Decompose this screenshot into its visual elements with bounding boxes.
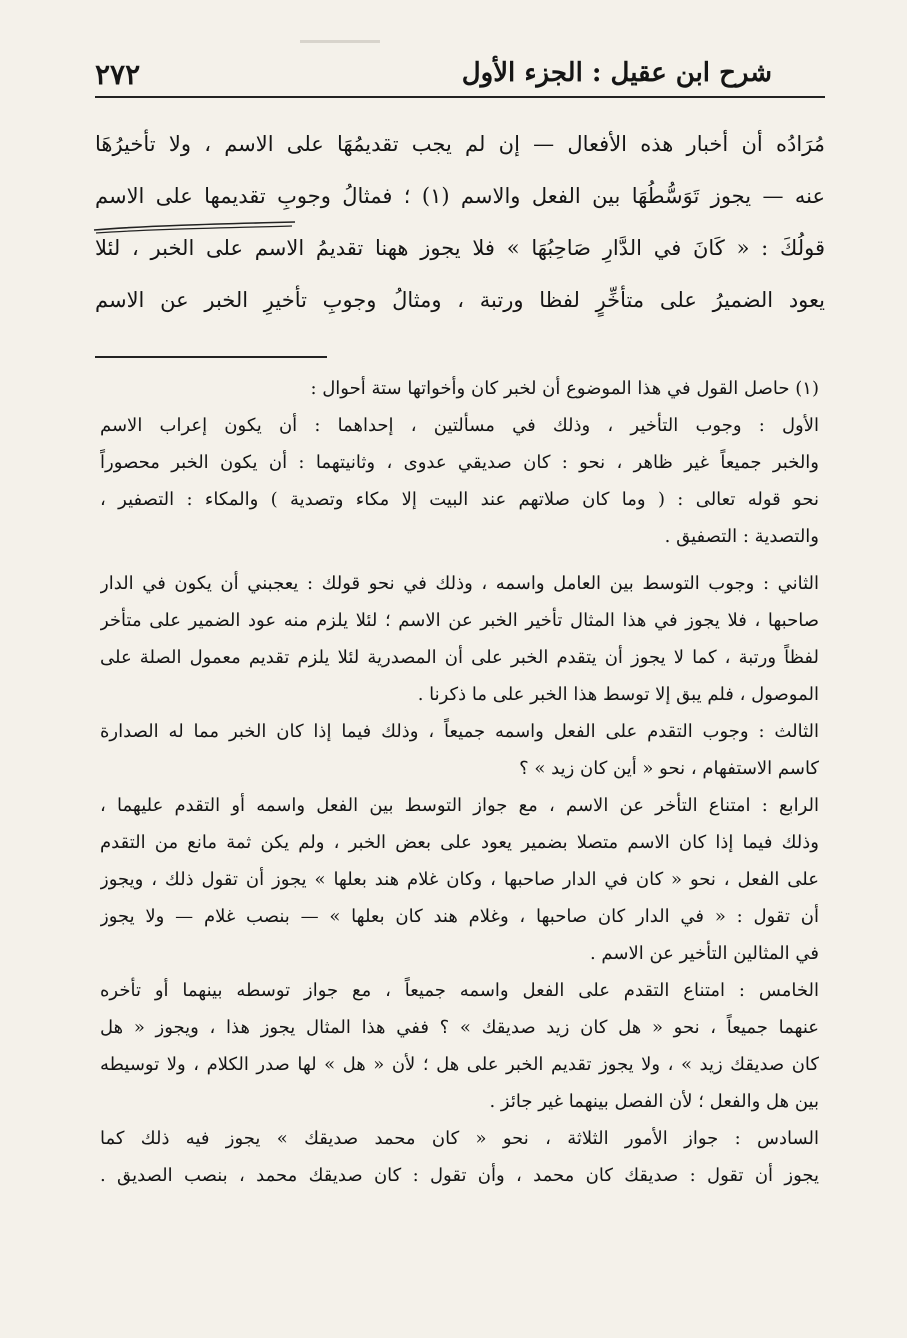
footnote-line: الأول : وجوب التأخير ، وذلك في مسألتين ، إحداهما : أن يكون إعراب الاسم (100, 415, 819, 436)
main-line: يعود الضميرُ على متأخِّرٍ لفظا ورتبة ، ومثالُ وجوبِ تأخيرِ الخبر عن الاسم (95, 288, 825, 312)
main-line: قولُكَ : « كَانَ في الدَّارِ صَاحِبُهَا » فلا يجوز ههنا تقديمُ الاسم على الخبر ، لئلا (95, 236, 825, 260)
page-header (95, 50, 822, 96)
footnote-line: الرابع : امتناع التأخر عن الاسم ، مع جواز التوسط بين الفعل واسمه أو التقدم عليهما ، (100, 795, 819, 816)
footnote-line: عنهما جميعاً ، نحو « هل كان زيد صديقك » ؟ ففي هذا المثال يجوز هذا ، ويجوز « هل (100, 1017, 819, 1038)
footnote-line: الخامس : امتناع التقدم على الفعل واسمه جميعاً ، مع جواز توسطه بينهما أو تأخره (100, 980, 819, 1001)
page-number: ٢٧٢ (95, 58, 141, 91)
footnote-line: لفظاً ورتبة ، كما لا يجوز أن يتقدم الخبر على أن المصدرية لئلا يلزم تقديم معمول الصلة على (100, 647, 819, 668)
main-line: عنه — يجوز تَوَسُّطُهَا بين الفعل والاسم (١) ؛ فمثالُ وجوبِ تقديمها على الاسم (95, 184, 825, 208)
footnote-line: الثاني : وجوب التوسط بين العامل واسمه ، وذلك في نحو قولك : يعجبني أن يكون في الدار (100, 573, 819, 594)
footnote-line: بين هل والفعل ؛ لأن الفصل بينهما غير جائز . (489, 1091, 819, 1112)
footnote-line: وذلك فيما إذا كان الاسم متصلا بضمير يعود على بعض الخبر ، ولم يكن ثمة مانع من التقدم (100, 832, 819, 853)
footnote-line: (١) حاصل القول في هذا الموضوع أن لخبر كان وأخواتها ستة أحوال : (310, 378, 819, 399)
footnote-line: والتصدية : التصفيق . (664, 526, 819, 547)
footnote-line: السادس : جواز الأمور الثلاثة ، نحو « كان محمد صديقك » يجوز فيه ذلك كما (100, 1128, 819, 1149)
footnote-line: يجوز أن تقول : صديقك كان محمد ، وأن تقول : كان صديقك محمد ، بنصب الصديق . (100, 1165, 819, 1186)
footnote-line: الثالث : وجوب التقدم على الفعل واسمه جميعاً ، وذلك فيما إذا كان الخبر مما له الصدارة (100, 721, 819, 742)
footnote-line: والخبر جميعاً غير ظاهر ، نحو : كان صديقي عدوى ، وثانيتهما : أن يكون الخبر محصوراً (100, 452, 819, 473)
header-rule (95, 96, 825, 98)
footnote-line: أن تقول : « في الدار كان صاحبها ، وغلام هند كان بعلها » — بنصب غلام — ولا يجوز (100, 906, 819, 927)
scan-smudge (300, 40, 380, 43)
footnote-line: الموصول ، فلم يبق إلا توسط هذا الخبر على ما ذكرنا . (417, 684, 819, 705)
footnote-line: كاسم الاستفهام ، نحو « أين كان زيد » ؟ (519, 758, 819, 779)
main-line: مُرَادُه أن أخبار هذه الأفعال — إن لم يجب تقديمُهَا على الاسم ، ولا تأخيرُهَا (95, 132, 825, 156)
handwritten-underline (92, 220, 297, 236)
footnote-line: صاحبها ، فلا يجوز في هذا المثال تأخير الخبر عن الاسم ؛ لئلا يلزم منه عود الضمير على متأخر (100, 610, 819, 631)
footnote-line: في المثالين التأخير عن الاسم . (589, 943, 819, 964)
footnote-line: على الفعل ، نحو « كان في الدار صاحبها ، وكان غلام هند بعلها » يجوز أن تقول ذلك ، ويجوز (100, 869, 819, 890)
running-title: شرح ابن عقيل : الجزء الأول (461, 58, 772, 88)
footnote-line: نحو قوله تعالى : ( وما كان صلاتهم عند البيت إلا مكاء وتصدية ) والمكاء : التصفير ، (100, 489, 819, 510)
footnote-line: كان صديقك زيد » ، ولا يجوز تقديم الخبر على هل ؛ لأن « هل » لها صدر الكلام ، ولا توسيطه (100, 1054, 819, 1075)
footnote-rule (95, 356, 327, 358)
footnotes (100, 370, 819, 1194)
